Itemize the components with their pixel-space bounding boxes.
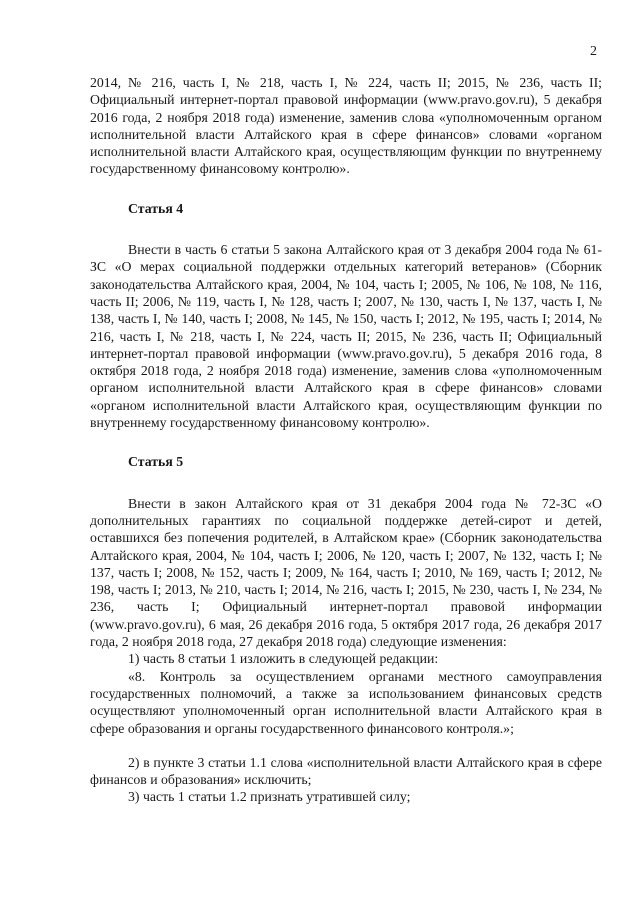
- continuation-paragraph: 2014, № 216, часть I, № 218, часть I, № 224, часть II; 2015, № 236, часть II; Официальный интернет-портал правовой информации (www.pravo.gov.ru), 5 декабря 2016 года, 2 ноября 2018 года) изменение, заменив слова «уполномоченным органом исполнительной власти Алтайского края в сфере финансов» словами «органом исполнительной власти Алтайского края, осуществляющим функции по внутреннему государственному финансовому контролю».: [90, 75, 602, 177]
- article-5-item-1: 1) часть 8 статьи 1 изложить в следующей редакции:: [128, 651, 439, 667]
- article-4-text: Внести в часть 6 статьи 5 закона Алтайского края от 3 декабря 2004 года № 61-ЗС «О мерах социальной поддержки отдельных категорий ветеранов» (Сборник законодательства Алтайского края, 2004, № 104, часть I; 2005, № 106, № 108, № 116, часть II; 2006, № 119, часть I, № 128, часть I; 2007, № 130, часть I, № 137, часть I, № 138, часть I, № 140, часть I; 2008, № 145, № 150, часть I; 2012, № 195, часть I; 2014, № 216, часть I, № 218, часть I, № 224, часть II; 2015, № 236, часть II; Официальный интернет-портал правовой информации (www.pravo.gov.ru), 5 декабря 2016 года, 8 октября 2018 года, 2 ноября 2018 года) изменение, заменив слова «уполномоченным органом исполнительной власти Алтайского края в сфере финансов» словами «органом исполнительной власти Алтайского края, осуществляющим функции по внутреннему государственному финансовому контролю».: [90, 242, 602, 431]
- article-4-heading: Статья 4: [128, 200, 184, 216]
- article-5-item-2: 2) в пункте 3 статьи 1.1 слова «исполнительной власти Алтайского края в сфере финансов и образования» исключить;: [90, 754, 602, 788]
- article-5-text: Внести в закон Алтайского края от 31 декабря 2004 года № 72-ЗС «О дополнительных гарантиях по социальной поддержке детей-сирот и детей, оставшихся без попечения родителей, в Алтайском крае» (Сборник законодательства Алтайского края, 2004, № 104, часть I; 2006, № 120, часть I; 2007, № 132, часть I; № 137, часть I; 2008, № 152, часть I; 2009, № 164, часть I; 2010, № 169, часть I; 2012, № 198, часть I; 2013, № 210, часть I; 2014, № 216, часть I; 2015, № 230, часть I, № 234, № 236, часть I; Официальный интернет-портал правовой информации (www.pravo.gov.ru), 6 мая, 26 декабря 2016 года, 5 октября 2017 года, 26 декабря 2017 года, 2 ноября 2018 года, 27 декабря 2018 года) следующие изменения:: [90, 495, 602, 650]
- article-5-item-3: 3) часть 1 статьи 1.2 признать утратившей силу;: [128, 789, 411, 805]
- document-body: [90, 74, 602, 806]
- article-5-item-1-quote: «8. Контроль за осуществлением органами местного самоуправления государственных полномочий, а также за использованием финансовых средств осуществляют уполномоченный орган исполнительной власти Алтайского края в сфере образования и органы государственного финансового контроля.»;: [90, 668, 602, 736]
- article-5-heading: Статья 5: [128, 454, 184, 470]
- page-number: 2: [590, 44, 597, 59]
- paragraph-gap: [90, 737, 602, 754]
